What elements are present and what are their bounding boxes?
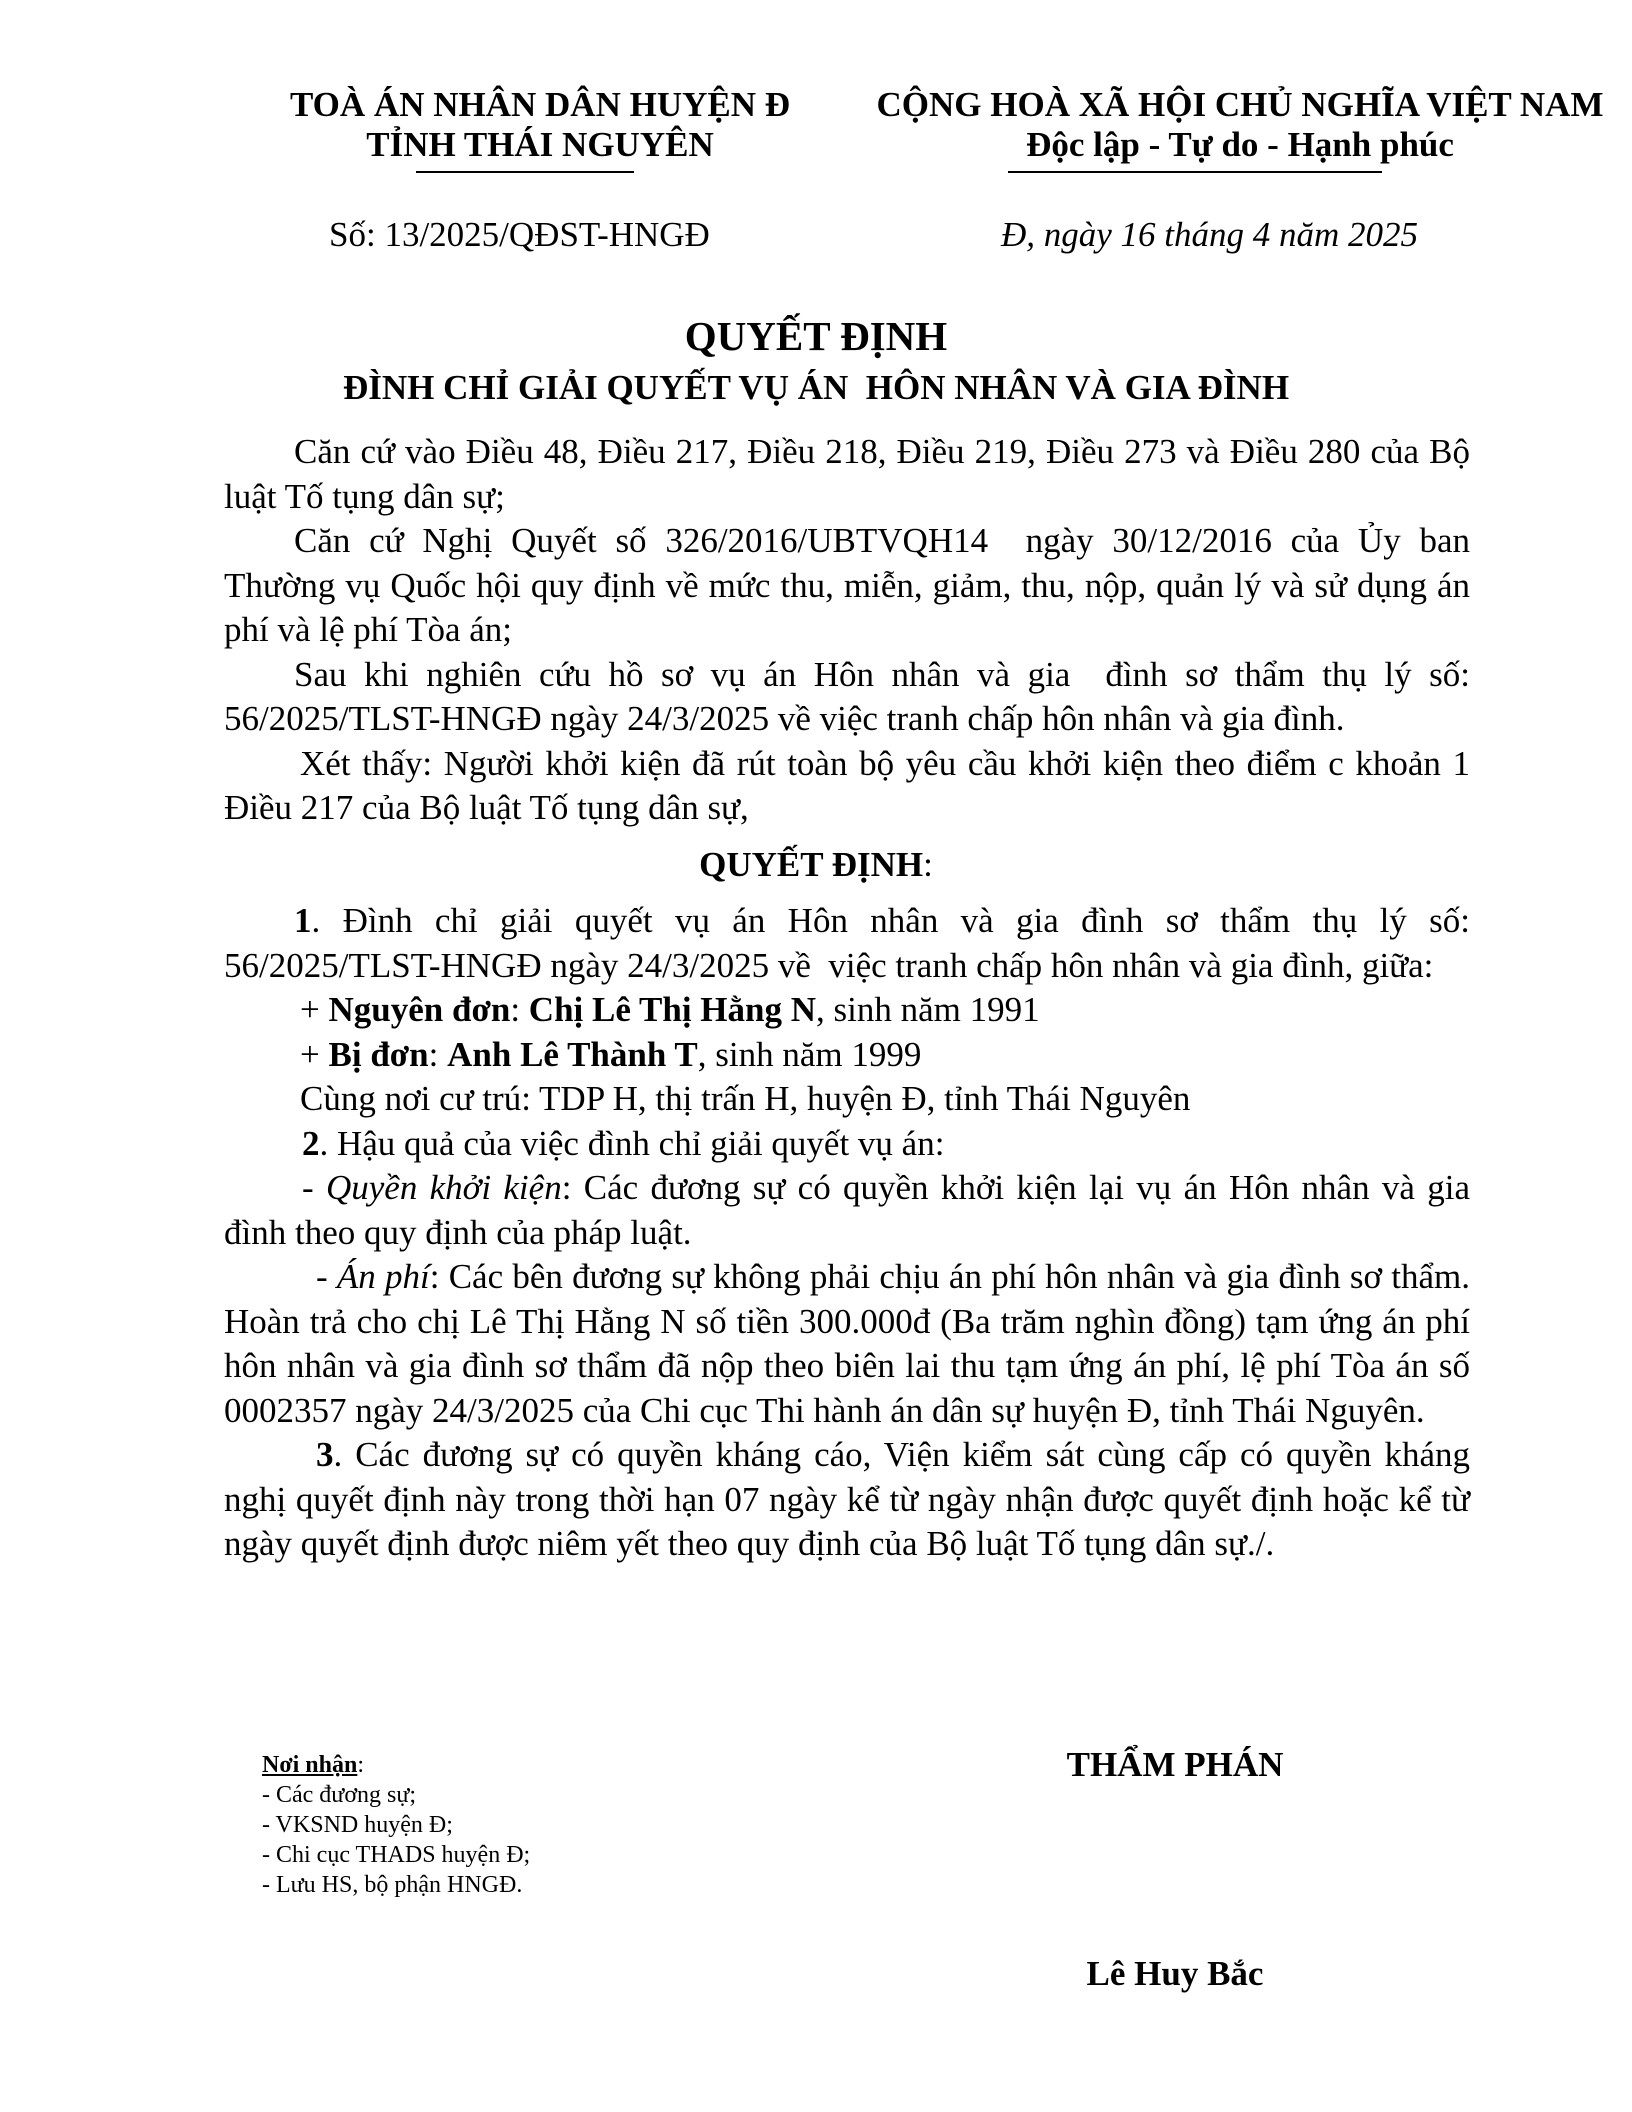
legal-basis-paragraph: Căn cứ vào Điều 48, Điều 217, Điều 218, Điều 219, Điều 273 và Điều 280 của Bộ luật Tố tụng dân sự; xyxy=(224,432,1470,516)
plaintiff-name: Chị Lê Thị Hằng N xyxy=(528,990,817,1029)
residence-line: Cùng nơi cư trú: TDP H, thị trấn H, huyện Đ, tỉnh Thái Nguyên xyxy=(300,1079,1191,1118)
decision-heading xyxy=(0,843,1632,887)
document-title: QUYẾT ĐỊNH xyxy=(684,313,948,359)
right-to-sue-label: Quyền khởi kiện xyxy=(325,1168,562,1207)
judge-name: Lê Huy Bắc xyxy=(1086,1954,1264,1993)
item-1-number: 1 xyxy=(294,901,312,940)
defendant-line xyxy=(224,1033,1470,1078)
court-fee-label: Án phí xyxy=(336,1257,430,1296)
item-3-number: 3 xyxy=(316,1435,334,1474)
national-title: CỘNG HOÀ XÃ HỘI CHỦ NGHĨA VIỆT NAM xyxy=(876,85,1604,124)
decision-item-3 xyxy=(224,1433,1470,1567)
court-name-line2: TỈNH THÁI NGUYÊN xyxy=(366,125,714,164)
item-2-number: 2 xyxy=(302,1123,320,1163)
recipients-heading-colon: : xyxy=(357,1752,365,1778)
decision-item-2 xyxy=(224,1122,1470,1167)
item-1-text: . Đình chỉ giải quyết vụ án Hôn nhân và gia đình sơ thẩm thụ lý số: 56/2025/TLST-HNGĐ ngày 24/3/2025 về việc tranh chấp hôn nhân và gia đình, giữa: xyxy=(224,901,1479,985)
document-subtitle: ĐÌNH CHỈ GIẢI QUYẾT VỤ ÁN HÔN NHÂN VÀ GIA ĐÌNH xyxy=(342,368,1290,407)
national-motto: Độc lập - Tự do - Hạnh phúc xyxy=(1026,125,1454,164)
plaintiff-prefix: + xyxy=(300,990,329,1029)
defendant-birth: , sinh năm 1999 xyxy=(697,1034,922,1074)
place-and-date: Đ, ngày 16 tháng 4 năm 2025 xyxy=(1001,215,1419,254)
recipients-heading xyxy=(262,1750,530,1780)
court-fee-paragraph: - Án phí: Các bên đương sự không phải chịu án phí hôn nhân và gia đình sơ thẩm. Hoàn trả cho chị Lê Thị Hằng N số tiền 300.000đ (Ba trăm nghìn đồng) tạm ứng án phí hôn nhân và gia đình sơ thẩm đã nộp theo biên lai thu tạm ứng án phí, lệ phí Tòa án số 0002357 ngày 24/3/2025 của Chi cục Thi hành án dân sự huyện Đ, tỉnh Thái Nguyên. xyxy=(224,1257,1471,1430)
court-underline xyxy=(416,171,634,173)
plaintiff-line xyxy=(224,988,1470,1033)
preamble-block xyxy=(224,430,1479,831)
court-fee-text: : Các bên đương sự không phải chịu án phí hôn nhân và gia đình sơ thẩm. Hoàn trả cho chị Lê Thị Hằng N số tiền 300.000đ (Ba trăm nghìn đồng) tạm ứng án phí hôn nhân và gia đình sơ thẩm đã nộp theo biên lai thu tạm ứng án phí, lệ phí Tòa án số 0002357 ngày 24/3/2025 của Chi cục Thi hành án dân sự huyện Đ, tỉnh Thái Nguyên. xyxy=(224,1257,1471,1430)
defendant-prefix: + xyxy=(300,1034,329,1074)
right-to-sue-text: : Các đương sự có quyền khởi kiện lại vụ án Hôn nhân và gia đình theo quy định của pháp luật. xyxy=(224,1168,1471,1252)
item-2-text: . Hậu quả của việc đình chỉ giải quyết vụ án: xyxy=(319,1123,945,1163)
defendant-sep: : xyxy=(428,1034,448,1074)
recipient-item: - VKSND huyện Đ; xyxy=(262,1812,453,1838)
case-review-paragraph: Sau khi nghiên cứu hồ sơ vụ án Hôn nhân và gia đình sơ thẩm thụ lý số: 56/2025/TLST-HNGĐ ngày 24/3/2025 về việc tranh chấp hôn nhân và gia đình. xyxy=(224,654,1479,738)
recipient-item: - Chi cục THADS huyện Đ; xyxy=(262,1842,531,1868)
right-to-sue-paragraph: - Quyền khởi kiện: Các đương sự có quyền khởi kiện lại vụ án Hôn nhân và gia đình theo quy định của pháp luật. xyxy=(224,1168,1471,1252)
item-3-text: . Các đương sự có quyền kháng cáo, Viện kiểm sát cùng cấp có quyền kháng nghị quyết định này trong thời hạn 07 ngày kể từ ngày nhận được quyết định hoặc kể từ ngày quyết định được niêm yết theo quy định của Bộ luật Tố tụng dân sự./. xyxy=(224,1435,1470,1563)
document-number: Số: 13/2025/QĐST-HNGĐ xyxy=(329,215,710,254)
defendant-name: Anh Lê Thành T xyxy=(447,1034,698,1074)
plaintiff-sep: : xyxy=(510,990,529,1029)
resolution-basis-paragraph: Căn cứ Nghị Quyết số 326/2016/UBTVQH14 ngày 30/12/2016 của Ủy ban Thường vụ Quốc hội quy định về mức thu, miễn, giảm, thu, nộp, quản lý và sử dụng án phí và lệ phí Tòa án; xyxy=(224,521,1479,649)
finding-paragraph: Xét thấy: Người khởi kiện đã rút toàn bộ yêu cầu khởi kiện theo điểm c khoản 1 Điều 217 của Bộ luật Tố tụng dân sự, xyxy=(224,743,1470,827)
court-name-line1: TOÀ ÁN NHÂN DÂN HUYỆN Đ xyxy=(289,85,791,124)
decision-heading-colon: : xyxy=(923,845,933,884)
recipients-block xyxy=(262,1750,530,1900)
decision-block xyxy=(224,899,1479,1567)
plaintiff-birth: , sinh năm 1991 xyxy=(816,990,1040,1029)
plaintiff-role: Nguyên đơn xyxy=(328,990,511,1029)
defendant-role: Bị đơn xyxy=(328,1034,429,1074)
decision-item-1 xyxy=(224,899,1479,988)
motto-underline xyxy=(1008,171,1382,173)
recipient-item: - Lưu HS, bộ phận HNGĐ. xyxy=(262,1872,523,1898)
decision-heading-text: QUYẾT ĐỊNH xyxy=(699,845,924,884)
recipients-heading-text: Nơi nhận xyxy=(262,1752,358,1778)
judge-title: THẨM PHÁN xyxy=(1066,1745,1284,1784)
recipient-item: - Các đương sự; xyxy=(262,1782,417,1808)
